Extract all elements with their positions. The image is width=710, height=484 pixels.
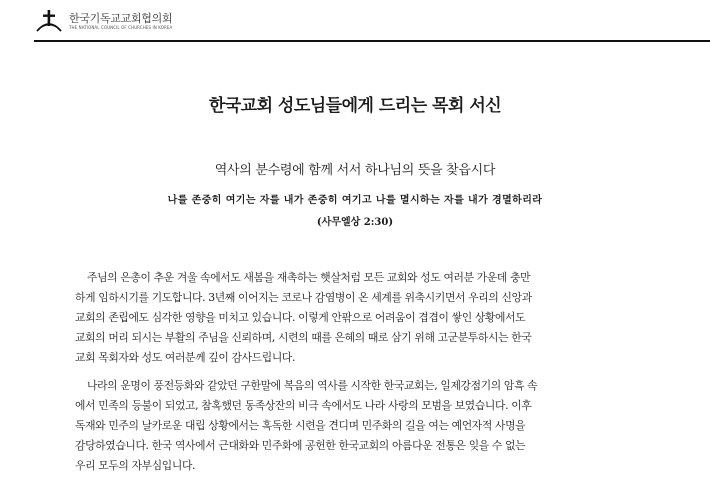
org-name-en: THE NATIONAL COUNCIL OF CHURCHES IN KOREA: [69, 24, 173, 30]
paragraph-2: 나라의 운명이 풍전등화와 같았던 구한말에 복음의 역사를 시작한 한국교회는, 일제강점기의 암흑 속 에서 민족의 등불이 되었고, 참혹했던 동족상잔의 비극 속에서도 나라 사랑의 모범을 보였습니다. 이후 독재와 민주의 날카로운 대립 상황에서는 혹독한 시련을 견디며 민주화의 길을 여는 예언자적 사명을 감당하였습니다. 한국 역사에서 근대화와 민주화에 공헌한 한국교회의 아름다운 전통은 잊을 수 없는 우리 모두의 자부심입니다.: [75, 379, 538, 472]
org-name-ko: 한국기독교교회협의회: [69, 11, 173, 25]
scripture-reference: (사무엘상 2:30): [316, 217, 394, 228]
header-rule: [34, 40, 710, 42]
document-subtitle: 역사의 분수령에 함께 서서 하나님의 뜻을 찾읍시다: [214, 163, 496, 178]
ncck-logo-icon: [34, 8, 64, 34]
document-title: 한국교회 성도님들에게 드리는 목회 서신: [208, 96, 502, 116]
paragraph-1: 주님의 은총이 추운 겨울 속에서도 새봄을 재촉하는 햇살처럼 모든 교회와 성도 여러분 가운데 충만 하게 임하시기를 기도합니다. 3년째 이어지는 코로나 감염병이 온 세계를 위축시키면서 우리의 신앙과 교회의 존립에도 심각한 영향을 미치고 있습니다. 이렇게 안팎으로 어려움이 겹겹이 쌓인 상황에서도 교회의 머리 되시는 부활의 주님을 신뢰하며, 시련의 때를 은혜의 때로 삼기 위해 고군분투하시는 한국 교회 목회자와 성도 여러분께 깊이 감사드립니다.: [75, 271, 532, 364]
letter-body: [75, 268, 649, 484]
letterhead: [34, 8, 172, 34]
scripture-verse: 나를 존중히 여기는 자를 내가 존중히 여기고 나를 멸시하는 자를 내가 경멸하리라: [167, 195, 543, 206]
